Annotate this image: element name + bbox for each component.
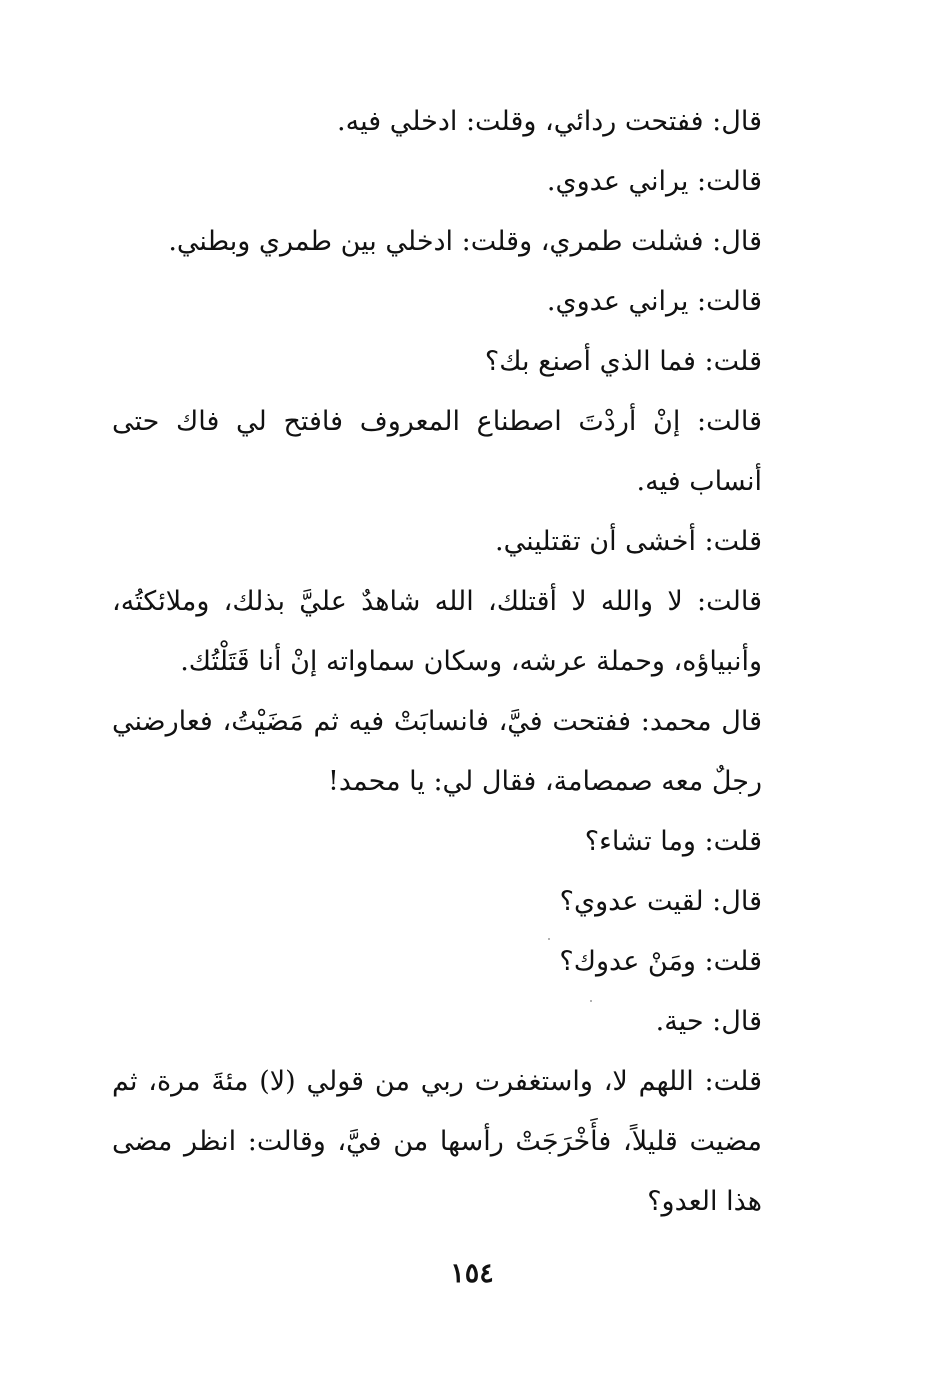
page-body-text xyxy=(112,92,824,1232)
dialogue-line-11: قلت: ومَنْ عدوك؟ xyxy=(559,946,762,977)
dialogue-line-4: قالت: يراني عدوي. xyxy=(546,286,762,317)
closing-paragraph: قلت: اللهم لا، واستغفرت ربي من قولي (لا) مئةَ مرة، ثم مضيت قليلاً، فأَخْرَجَتْ رأسها من فيَّ، وقالت: انظر مضى هذا العدو؟ xyxy=(112,1066,762,1217)
dialogue-line-10: قال: لقيت عدوي؟ xyxy=(559,886,762,917)
dialogue-line-5: قلت: فما الذي أصنع بك؟ xyxy=(484,346,762,377)
dialogue-line-6: قالت: إنْ أردْتَ اصطناع المعروف فافتح لي فاك حتى أنساب فيه. xyxy=(112,406,762,497)
paper-speck xyxy=(548,938,550,940)
narration-paragraph: قال محمد: ففتحت فيَّ، فانسابَتْ فيه ثم مَضَيْتُ، فعارضني رجلٌ معه صمصامة، فقال لي: يا محمد! xyxy=(112,706,762,797)
paper-speck xyxy=(590,1000,592,1002)
dialogue-line-1: قال: ففتحت ردائي، وقلت: ادخلي فيه. xyxy=(337,106,762,137)
dialogue-line-3: قال: فشلت طمري، وقلت: ادخلي بين طمري وبطني. xyxy=(168,226,762,257)
dialogue-line-7: قلت: أخشى أن تقتليني. xyxy=(495,526,762,557)
dialogue-line-9: قلت: وما تشاء؟ xyxy=(584,826,762,857)
dialogue-line-8: قالت: لا والله لا أقتلك، الله شاهدٌ عليَّ بذلك، وملائكتُه، وأنبياؤه، وحملة عرشه، وسكان سماواته إنْ أنا قَتَلْتُك. xyxy=(112,586,762,677)
dialogue-line-12: قال: حية. xyxy=(655,1006,762,1037)
page-number: ١٥٤ xyxy=(450,1258,494,1289)
dialogue-line-2: قالت: يراني عدوي. xyxy=(546,166,762,197)
